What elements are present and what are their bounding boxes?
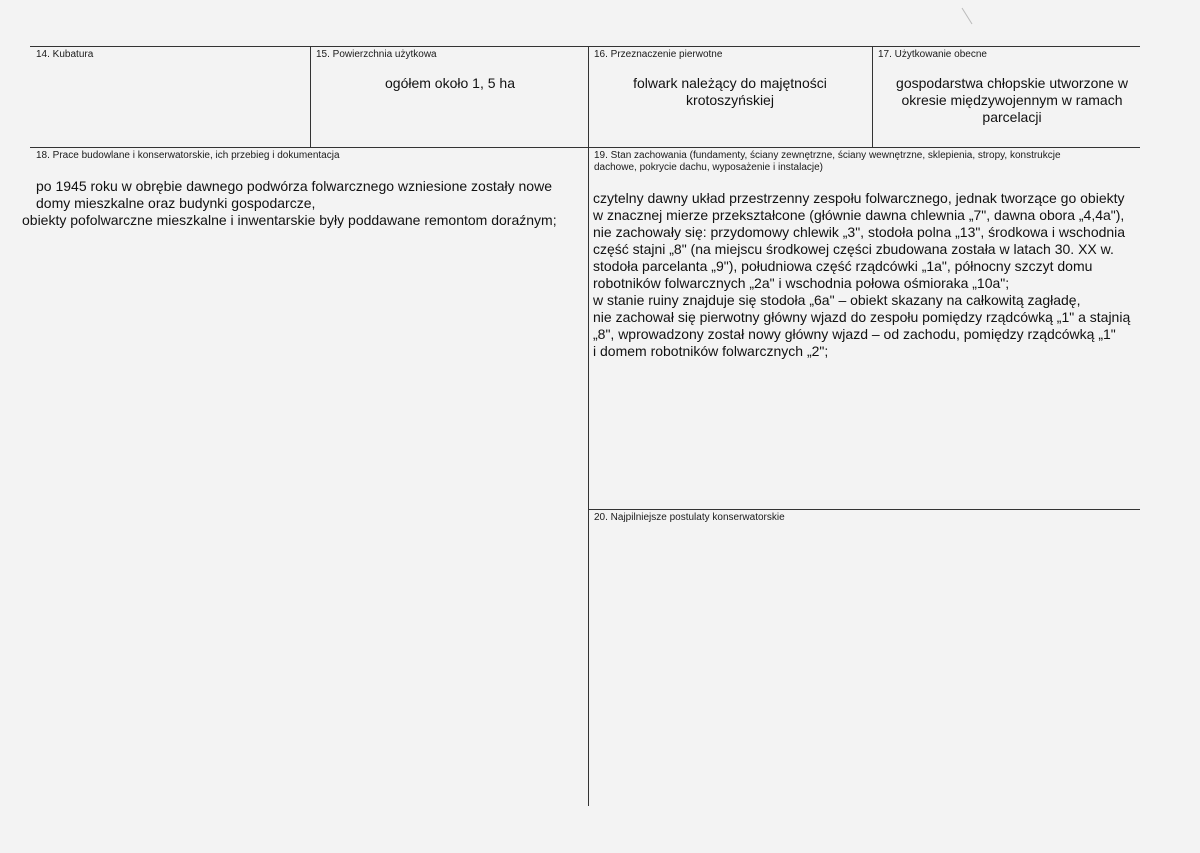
field-19-line: i domem robotników folwarcznych „2"; — [593, 343, 829, 359]
field-16-label: 16. Przeznaczenie pierwotne — [594, 49, 723, 60]
field-19-line: w znacznej mierze przekształcone (głównie dawna chlewnia „7", dawna obora „4,4a"), — [593, 207, 1125, 223]
rule-v-16-17 — [872, 46, 873, 147]
field-20-label: 20. Najpilniejsze postulaty konserwatorskie — [594, 512, 785, 523]
rule-middle — [30, 147, 1140, 148]
field-19-line: „8", wprowadzony został nowy główny wjazd – od zachodu, pomiędzy rządcówką „1" — [593, 326, 1116, 342]
field-19-line: czytelny dawny układ przestrzenny zespołu folwarcznego, jednak tworzące go obiekty — [593, 190, 1125, 206]
field-17-label: 17. Użytkowanie obecne — [878, 49, 987, 60]
field-18-line: domy mieszkalne oraz budynki gospodarcze, — [36, 195, 316, 211]
field-15-label: 15. Powierzchnia użytkowa — [316, 49, 437, 60]
field-18-line: po 1945 roku w obrębie dawnego podwórza folwarcznego wzniesione zostały nowe — [36, 178, 552, 194]
field-19-value — [593, 190, 1139, 360]
rule-v-center — [588, 46, 589, 806]
field-16-value: folwark należący do majętności krotoszyńskiej — [633, 75, 827, 108]
field-18-line: obiekty pofolwarczne mieszkalne i inwentarskie były poddawane remontom doraźnym; — [22, 212, 557, 228]
field-19-line: w stanie ruiny znajduje się stodoła „6a" – obiekt skazany na całkowitą zagładę, — [593, 292, 1081, 308]
rule-top — [30, 46, 1140, 47]
scan-mark — [960, 6, 974, 26]
field-15-value: ogółem około 1, 5 ha — [385, 75, 515, 91]
field-19-label-line2: dachowe, pokrycie dachu, wyposażenie i instalacje) — [594, 162, 824, 173]
rule-v-14-15 — [310, 46, 311, 147]
field-19-label-line1: 19. Stan zachowania (fundamenty, ściany zewnętrzne, ściany wewnętrzne, sklepienia, stropy, konstrukcje — [594, 150, 1061, 161]
field-19-line: część stajni „8" (na miejscu środkowej części zbudowana została w latach 30. XX w. — [593, 241, 1114, 257]
rule-field20 — [588, 509, 1140, 510]
field-14-label: 14. Kubatura — [36, 49, 94, 60]
field-17-value: gospodarstwa chłopskie utworzone w okresie międzywojennym w ramach parcelacji — [896, 75, 1128, 125]
field-19-line: nie zachowały się: przydomowy chlewik „3", stodoła polna „13", środkowa i wschodnia — [593, 224, 1126, 240]
field-19-line: robotników folwarcznych „2a" i wschodnia połowa ośmioraka „10a"; — [593, 275, 1010, 291]
field-19-line: stodoła parcelanta „9"), południowa część rządcówki „1a", północny szczyt domu — [593, 258, 1093, 274]
field-19-line: nie zachował się pierwotny główny wjazd do zespołu pomiędzy rządcówką „1" a stajnią — [593, 309, 1131, 325]
field-18-label: 18. Prace budowlane i konserwatorskie, ich przebieg i dokumentacja — [36, 150, 340, 161]
field-18-value — [22, 178, 588, 229]
